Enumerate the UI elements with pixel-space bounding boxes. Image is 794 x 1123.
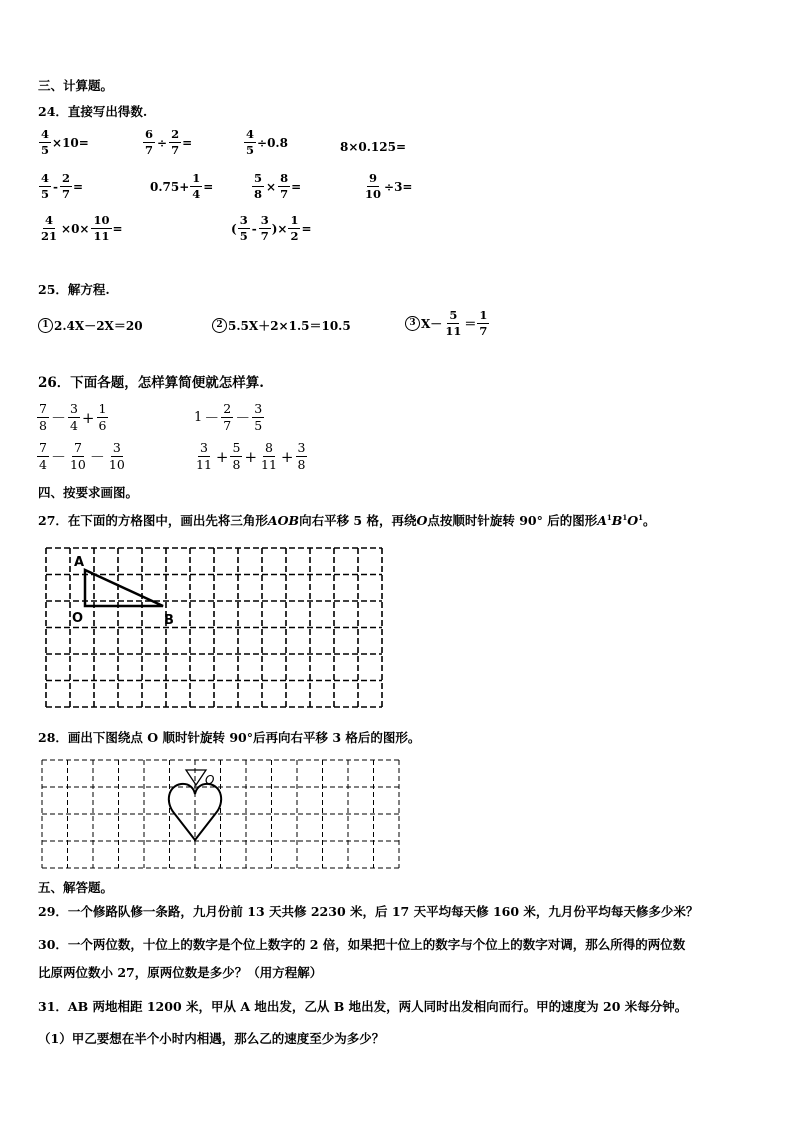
q25-equation-1: 1 2.4X－2X＝20: [38, 317, 143, 334]
q24-expr-9: $\frac{4}{21}$ ×0× $\frac{10}{11}$ =: [41, 213, 123, 243]
circled-number-2: 2: [212, 318, 227, 333]
circled-number-3: 3: [405, 316, 420, 331]
q24-title: 24．直接写出得数.: [38, 104, 148, 119]
q24-expr-10: ( $\frac{3}{5}$ - $\frac{3}{7}$ )× $\frac{1}{2}$ =: [231, 213, 312, 243]
q27-prompt: 27．在下面的方格图中，画出先将三角形AOB向右平移 5 格，再绕O点按顺时针旋转 90° 后的图形$A^1B^1O^1$。: [38, 513, 656, 529]
q25-equation-2: 2 5.5X＋2×1.5＝10.5: [212, 317, 351, 334]
q31-subquestion-1: （1）甲乙要想在半个小时内相遇，那么乙的速度至少为多少？: [38, 1031, 385, 1046]
q28-dashed-grid: [42, 760, 399, 868]
label-point-o: O: [205, 773, 215, 787]
q27-dashed-grid: [46, 548, 382, 707]
q26-title: 26．下面各题，怎样算简便就怎样算.: [38, 375, 264, 391]
q28-grid-figure[interactable]: [40, 758, 405, 873]
q24-expr-6: 0.75+ $\frac{1}{4}$ =: [150, 171, 214, 201]
q24-expr-2: $\frac{6}{7}$ ÷ $\frac{2}{7}$ =: [145, 127, 193, 157]
q24-expr-4: 8×0.125=: [340, 140, 407, 154]
q24-expr-8: $\frac{9}{10}$ ÷3=: [365, 171, 413, 201]
label-o: O: [72, 611, 84, 626]
q24-expr-7: $\frac{5}{8}$ × $\frac{8}{7}$ =: [254, 171, 302, 201]
q28-prompt: 28．画出下图绕点 O 顺时针旋转 90°后再向右平移 3 格后的图形。: [38, 730, 421, 745]
q29-text: 29．一个修路队修一条路，九月份前 13 天共修 2230 米，后 17 天平均每天修 160 米，九月份平均每天修多少米？: [38, 904, 699, 919]
q26-problem-4: $\frac{3}{11}$ + $\frac{5}{8}$ + $\frac{8}{11}$ + $\frac{3}{8}$: [196, 440, 306, 472]
q30-text-line-2: 比原两位数小 27，原两位数是多少？（用方程解）: [38, 965, 323, 980]
q26-problem-2: 1 － $\frac{2}{7}$ － $\frac{3}{5}$: [194, 401, 263, 433]
section-4-heading: 四、按要求画图。: [38, 485, 139, 500]
circled-number-1: 1: [38, 318, 53, 333]
section-3-heading: 三、计算题。: [38, 78, 114, 93]
q31-text-line-1: 31．AB 两地相距 1200 米，甲从 A 地出发，乙从 B 地出发，两人同时出发相向而行。甲的速度为 20 米每分钟。: [38, 999, 688, 1014]
q26-problem-3: $\frac{7}{4}$ － $\frac{7}{10}$ － $\frac{3}{10}$: [39, 440, 125, 472]
q24-expr-5: $\frac{4}{5}$ - $\frac{2}{7}$ =: [41, 171, 84, 201]
section-5-heading: 五、解答题。: [38, 880, 114, 895]
q26-problem-1: $\frac{7}{8}$ － $\frac{3}{4}$ + $\frac{1}{6}$: [39, 401, 107, 433]
label-b: B: [164, 613, 174, 628]
small-triangle: [186, 770, 206, 785]
q25-equation-3: 3 X－ $\frac{5}{11}$ ＝ $\frac{1}{7}$: [405, 309, 490, 338]
q24-expr-1: $\frac{4}{5}$ ×10=: [41, 127, 89, 157]
q25-title: 25．解方程.: [38, 282, 110, 297]
q24-expr-3: $\frac{4}{5}$ ÷0.8: [246, 127, 288, 157]
label-a: A: [74, 555, 85, 570]
q27-grid-figure[interactable]: [36, 540, 386, 710]
q30-text-line-1: 30．一个两位数，十位上的数字是个位上数字的 2 倍，如果把十位上的数字与个位上的数字对调，那么所得的两位数: [38, 937, 686, 952]
